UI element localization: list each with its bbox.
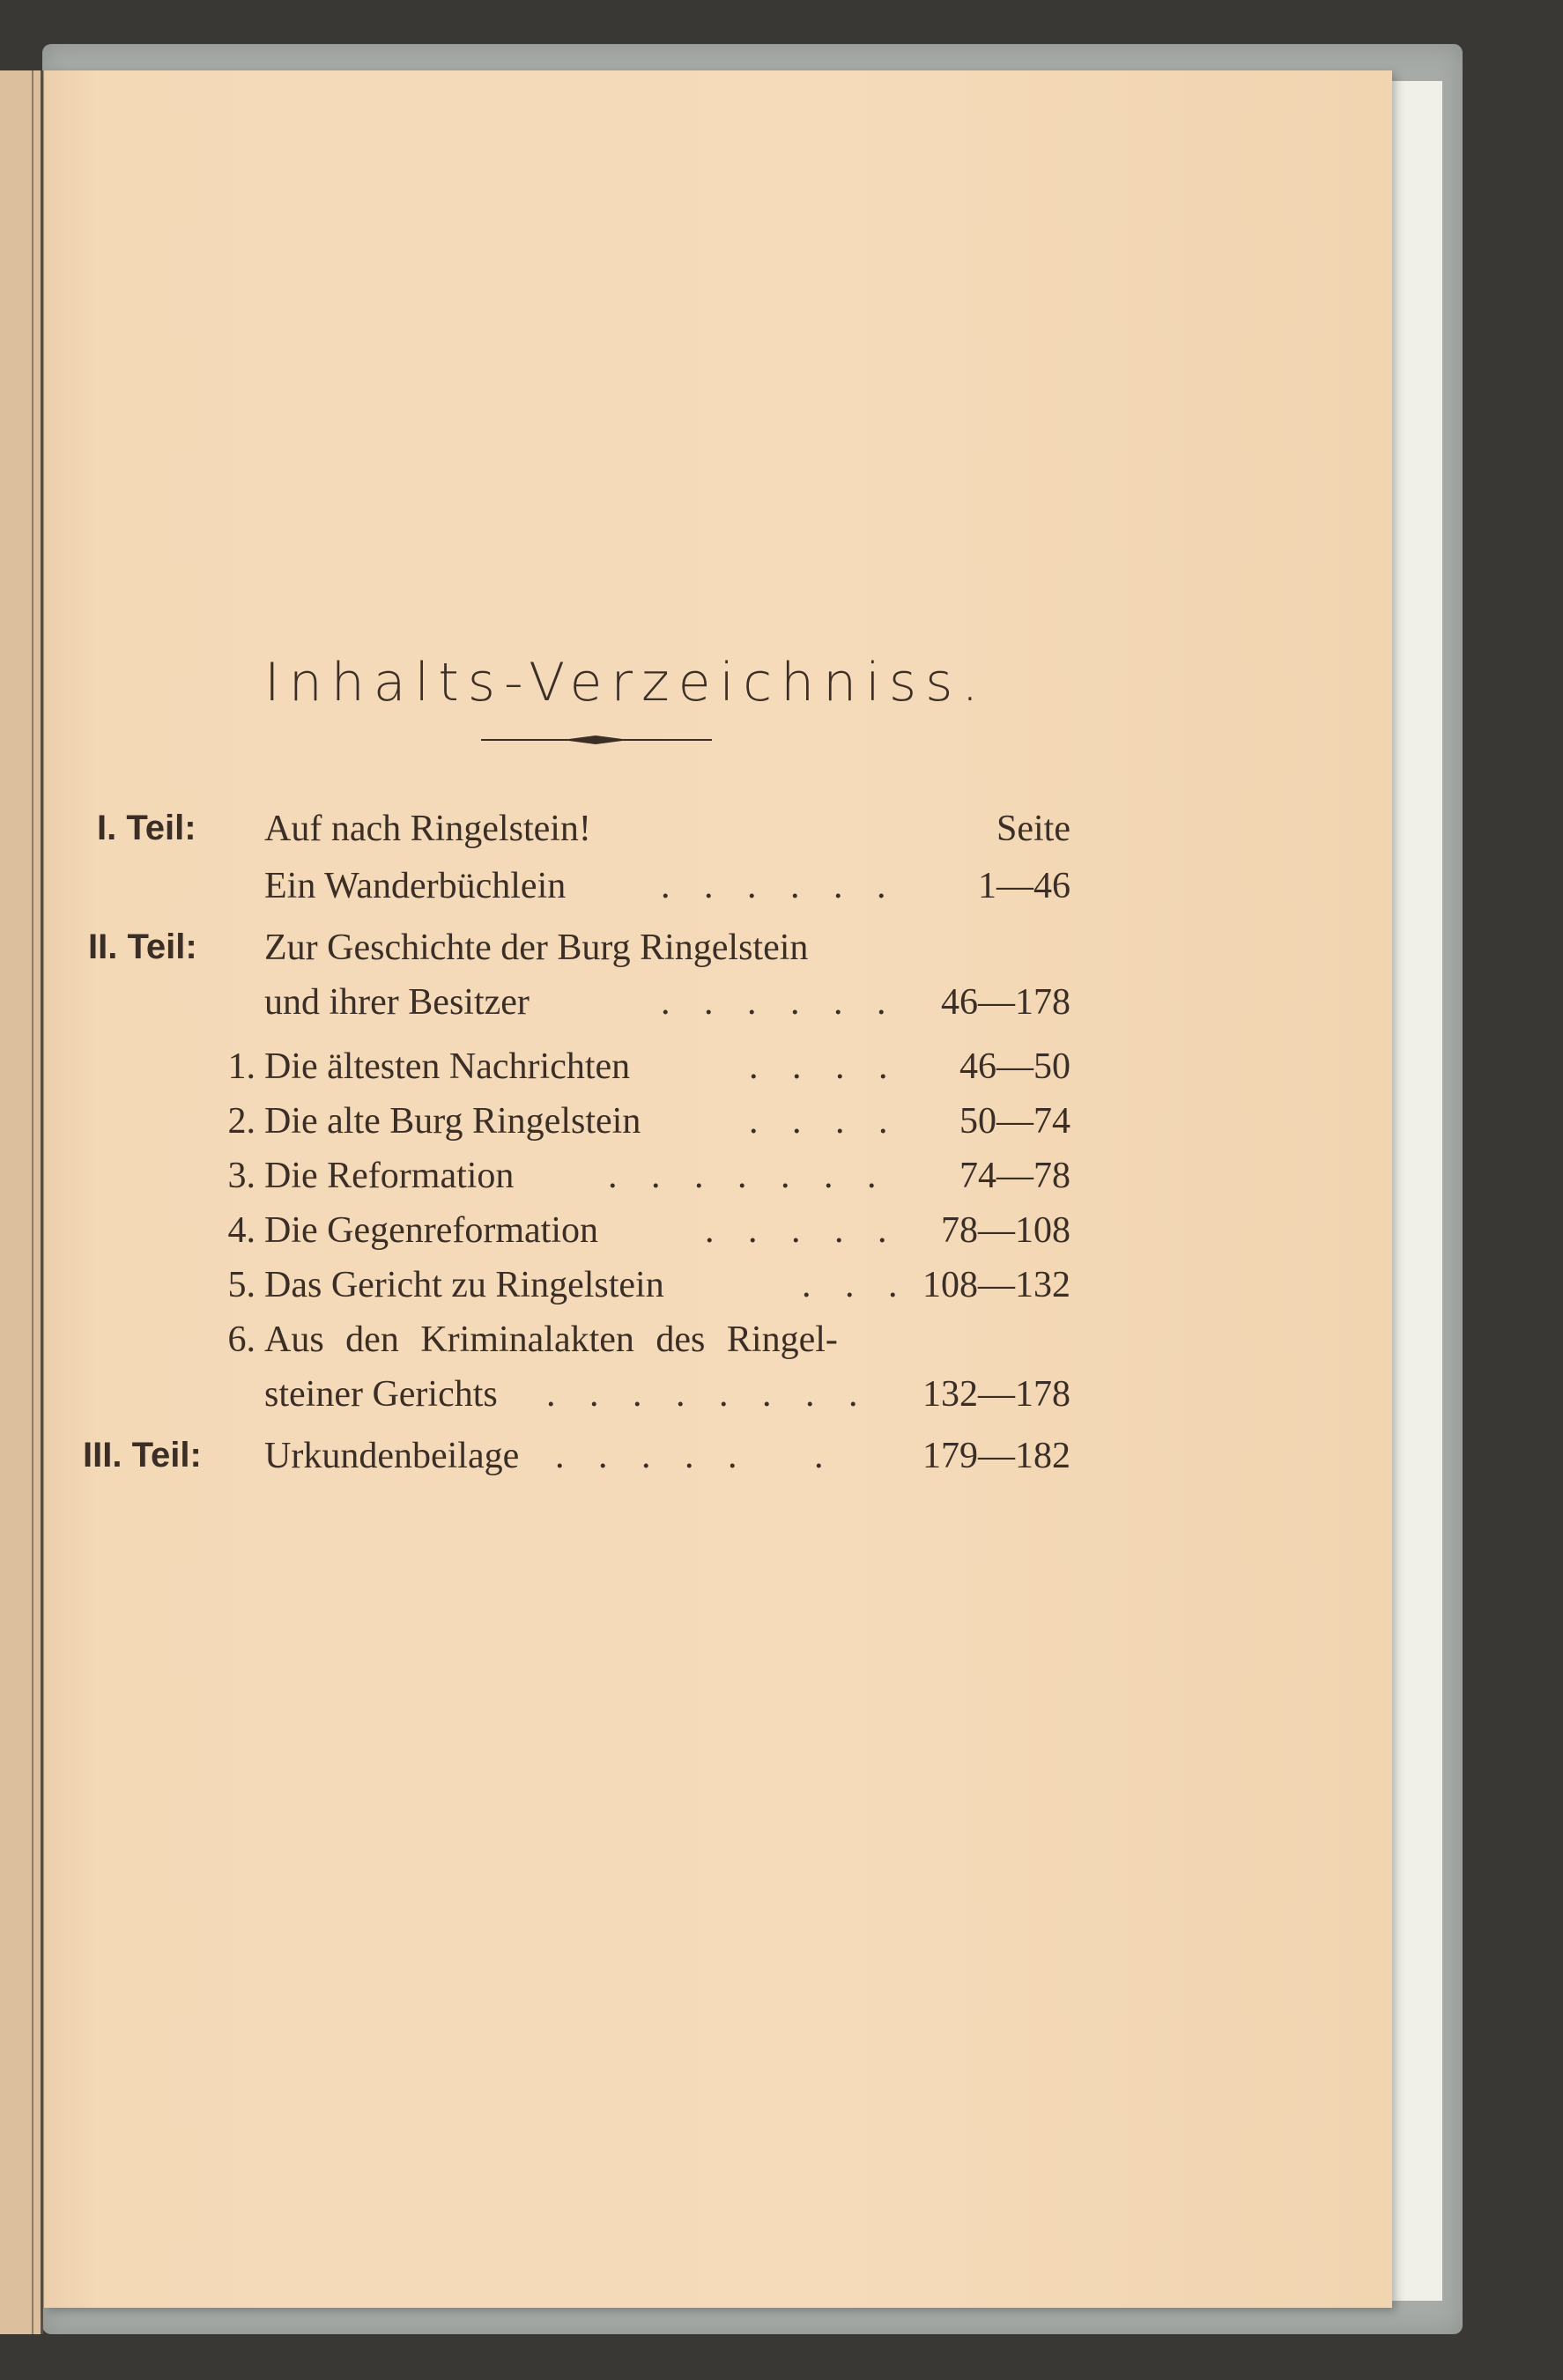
chapter-5-pages: 108—132 (922, 1265, 1070, 1305)
part-1-leader: . . . . . . (661, 866, 899, 906)
chapter-4-number: 4. (227, 1210, 256, 1251)
part-3-pages: 179—182 (922, 1436, 1070, 1476)
chapter-3-title: Die Reformation (264, 1156, 515, 1196)
chapter-2-title: Die alte Burg Ringelstein (264, 1101, 641, 1142)
chapter-6-number: 6. (227, 1319, 256, 1360)
chapter-6-leader: . . . . . . . . (546, 1374, 870, 1415)
chapter-3-pages: 74—78 (959, 1156, 1070, 1196)
chapter-4-title: Die Gegenreformation (264, 1210, 599, 1251)
part-2-pages: 46—178 (941, 982, 1070, 1023)
chapter-6-pages: 132—178 (922, 1374, 1070, 1415)
part-1-title-line1: Auf nach Ringelstein! (264, 809, 591, 849)
part-1-label: I. Teil: (97, 809, 196, 847)
part-2-label: II. Teil: (88, 928, 197, 966)
chapter-1-number: 1. (227, 1046, 256, 1087)
page-title: Inhalts-Verzeichniss. (264, 652, 988, 713)
part-3-label: III. Teil: (83, 1436, 202, 1475)
previous-page-edge (0, 70, 43, 2334)
seite-label: Seite (996, 809, 1070, 849)
chapter-4-pages: 78—108 (941, 1210, 1070, 1251)
chapter-1-title: Die ältesten Nachrichten (264, 1046, 631, 1087)
chapter-2-number: 2. (227, 1101, 256, 1142)
chapter-5-title: Das Gericht zu Ringelstein (264, 1265, 664, 1305)
chapter-6-title-line2: steiner Gerichts (264, 1374, 498, 1415)
chapter-5-leader: . . . (802, 1265, 910, 1305)
chapter-2-pages: 50—74 (959, 1101, 1070, 1142)
page-gutter-line (32, 70, 33, 2334)
chapter-3-leader: . . . . . . . (608, 1156, 889, 1196)
chapter-5-number: 5. (227, 1265, 256, 1305)
chapter-4-leader: . . . . . (705, 1210, 900, 1251)
part-1-title-line2: Ein Wanderbüchlein (264, 866, 567, 906)
chapter-3-number: 3. (227, 1156, 256, 1196)
book-page (44, 70, 1392, 2308)
part-3-leader: . . . . . . (555, 1436, 836, 1476)
part-2-title-line1: Zur Geschichte der Burg Ringelstein (264, 928, 809, 968)
chapter-2-leader: . . . . (749, 1101, 900, 1142)
chapter-6-title-line1: Aus den Kriminalakten des Ringel- (264, 1319, 838, 1360)
chapter-1-pages: 46—50 (959, 1046, 1070, 1087)
part-2-leader: . . . . . . (661, 982, 899, 1023)
part-3-title: Urkundenbeilage (264, 1436, 520, 1476)
chapter-1-leader: . . . . (749, 1046, 900, 1087)
table-of-contents (44, 70, 1392, 2308)
part-2-title-line2: und ihrer Besitzer (264, 982, 530, 1023)
part-1-pages: 1—46 (978, 866, 1070, 906)
